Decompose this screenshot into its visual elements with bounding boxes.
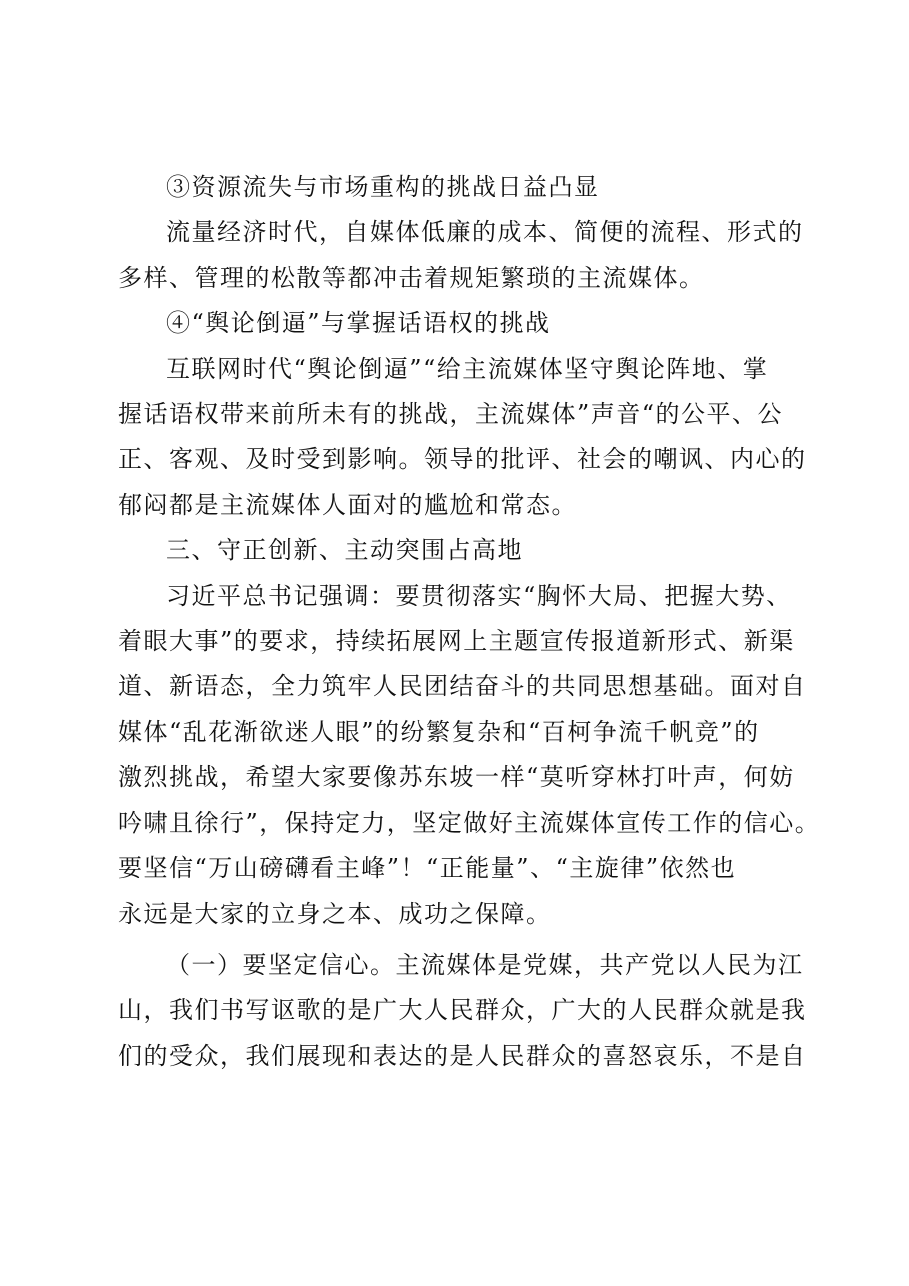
body-line: 互联网时代“舆论倒逼”“给主流媒体坚守舆论阵地、掌 xyxy=(166,354,769,383)
body-line: 激烈挑战，希望大家要像苏东坡一样“莫听穿林打叶声，何妨 xyxy=(118,763,795,792)
body-line: 流量经济时代，自媒体低廉的成本、简便的流程、形式的 xyxy=(166,218,804,247)
body-line: 媒体“乱花渐欲迷人眼”的纷繁复杂和“百柯争流千帆竞”的 xyxy=(118,717,760,746)
body-line: 郁闷都是主流媒体人面对的尴尬和常态。 xyxy=(118,490,577,519)
body-line: 山，我们书写讴歌的是广大人民群众，广大的人民群众就是我 xyxy=(118,996,807,1025)
body-line: 要坚信“万山磅礴看主峰”！“正能量”、“主旋律”依然也 xyxy=(118,854,737,883)
body-line: 吟啸且徐行”，保持定力，坚定做好主流媒体宣传工作的信心。 xyxy=(118,808,821,837)
body-line: 着眼大事”的要求，持续拓展网上主题宣传报道新形式、新渠 xyxy=(118,627,795,656)
heading-resource-loss: ③资源流失与市场重构的挑战日益凸显 xyxy=(166,173,600,201)
body-line: 握话语权带来前所未有的挑战，主流媒体”声音“的公平、公 xyxy=(118,400,784,429)
body-line: 道、新语态，全力筑牢人民团结奋斗的共同思想基础。面对自 xyxy=(118,672,807,701)
heading-public-opinion: ④“舆论倒逼”与掌握话语权的挑战 xyxy=(166,309,551,338)
body-line: 习近平总书记强调：要贯彻落实“胸怀大局、把握大势、 xyxy=(166,581,792,610)
section-heading-three: 三、守正创新、主动突围占高地 xyxy=(166,536,523,565)
body-line: 正、客观、及时受到影响。领导的批评、社会的嘲讽、内心的 xyxy=(118,445,807,474)
document-body xyxy=(118,165,821,1079)
body-line: 永远是大家的立身之本、成功之保障。 xyxy=(118,899,552,928)
body-line: 们的受众，我们展现和表达的是人民群众的喜怒哀乐，不是自 xyxy=(118,1041,807,1070)
subsection-heading-one: （一）要坚定信心。主流媒体是党媒，共产党以人民为江 xyxy=(166,950,804,979)
body-line: 多样、管理的松散等都冲击着规矩繁琐的主流媒体。 xyxy=(118,263,705,292)
